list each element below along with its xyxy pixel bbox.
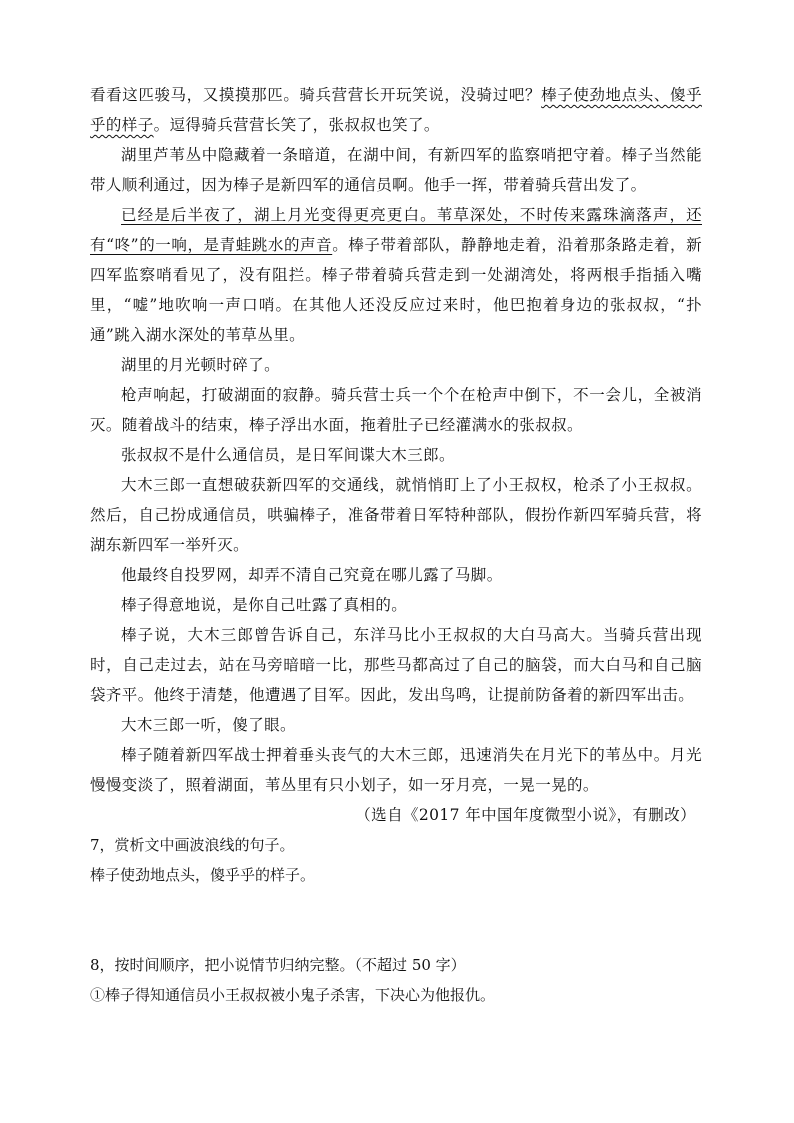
p3-rest: 。棒子带着部队，静静地走着，沿着那条路走着，新四军监察哨看见了，没有阻拦。棒子带着骑兵营走到一处湖湾处，将两根手指插入嘴里，“嘘”地吹响一声口哨。在其他人还没反应过来时，他巴抱着身边的张叔叔，“扑通”跳入湖水深处的苇草丛里。 — [90, 236, 703, 344]
story-paragraph-10: 棒子说，大木三郎曾告诉自己，东洋马比小王叔叔的大白马高大。当骑兵营出现时，自己走过去，站在马旁暗暗一比，那些马都高过了自己的脑袋，而大白马和自己脑袋齐平。他终于清楚，他遭遇了目军。因此，发出鸟鸣，让提前防备着的新四军出击。 — [90, 626, 702, 704]
story-paragraph-5: 枪声响起，打破湖面的寂静。骑兵营士兵一个个在枪声中倒下，不一会儿，全被消灭。随着战斗的结束，棒子浮出水面，拖着肚子已经灌满水的张叔叔。 — [90, 386, 702, 434]
question-8-prompt: 8，按时间顺序，把小说情节归纳完整。（不超过 50 字） — [90, 956, 466, 974]
story-paragraph-8: 他最终自投罗网，却弄不清自己究竟在哪儿露了马脚。 — [121, 566, 503, 584]
underlined-sentence: 已经是后半夜了，湖上月光变得更亮更白。苇草深处，不时传来露珠滴落声，还有“咚”的一响，是青蛙跳水的声音 — [90, 206, 702, 254]
source-citation: （选自《2017 年中国年度微型小说》，有删改） — [355, 806, 696, 824]
question-7-prompt: 7，赏析文中画波浪线的句子。 — [90, 836, 295, 854]
story-paragraph-1 — [90, 80, 702, 140]
story-paragraph-7: 大木三郎一直想破获新四军的交通线，就悄悄盯上了小王叔权，枪杀了小王叔叔。然后，自己扮成通信员，哄骗棒子，准备带着日军特种部队，假扮作新四军骑兵营，将湖东新四军一举歼灭。 — [90, 476, 702, 554]
story-paragraph-4: 湖里的月光顿时碎了。 — [121, 356, 281, 374]
question-8-answer: ①棒子得知通信员小王叔叔被小鬼子杀害，下决心为他报仇。 — [90, 986, 496, 1004]
story-paragraph-3 — [90, 200, 702, 350]
story-paragraph-2: 湖里芦苇丛中隐藏着一条暗道，在湖中间，有新四军的监察哨把守着。棒子当然能带人顺利通过，因为棒子是新四军的通信员啊。他手一挥，带着骑兵营出发了。 — [90, 146, 702, 194]
p1-text-b: 。逗得骑兵营营长笑了，张叔叔也笑了。 — [153, 116, 440, 134]
story-paragraph-6: 张叔叔不是什么通信员，是日军间谍大木三郎。 — [121, 446, 455, 464]
answer-space — [90, 890, 702, 950]
document-page — [90, 80, 702, 1010]
question-7-answer: 棒子使劲地点头，傻乎乎的样子。 — [90, 866, 316, 884]
p1-text-a: 看看这匹骏马，又摸摸那匹。骑兵营营长开玩笑说，没骑过吧？ — [90, 86, 542, 104]
story-paragraph-12: 棒子随着新四军战士押着垂头丧气的大木三郎，迅速消失在月光下的苇丛中。月光慢慢变淡了，照着湖面，苇丛里有只小划子，如一牙月亮，一晃一晃的。 — [90, 746, 702, 794]
wavy-underlined-sentence: 棒子使劲地点头、傻乎乎的样子 — [90, 86, 702, 134]
story-paragraph-11: 大木三郎一听，傻了眼。 — [121, 716, 296, 734]
story-paragraph-9: 棒子得意地说，是你自己吐露了真相的。 — [121, 596, 408, 614]
